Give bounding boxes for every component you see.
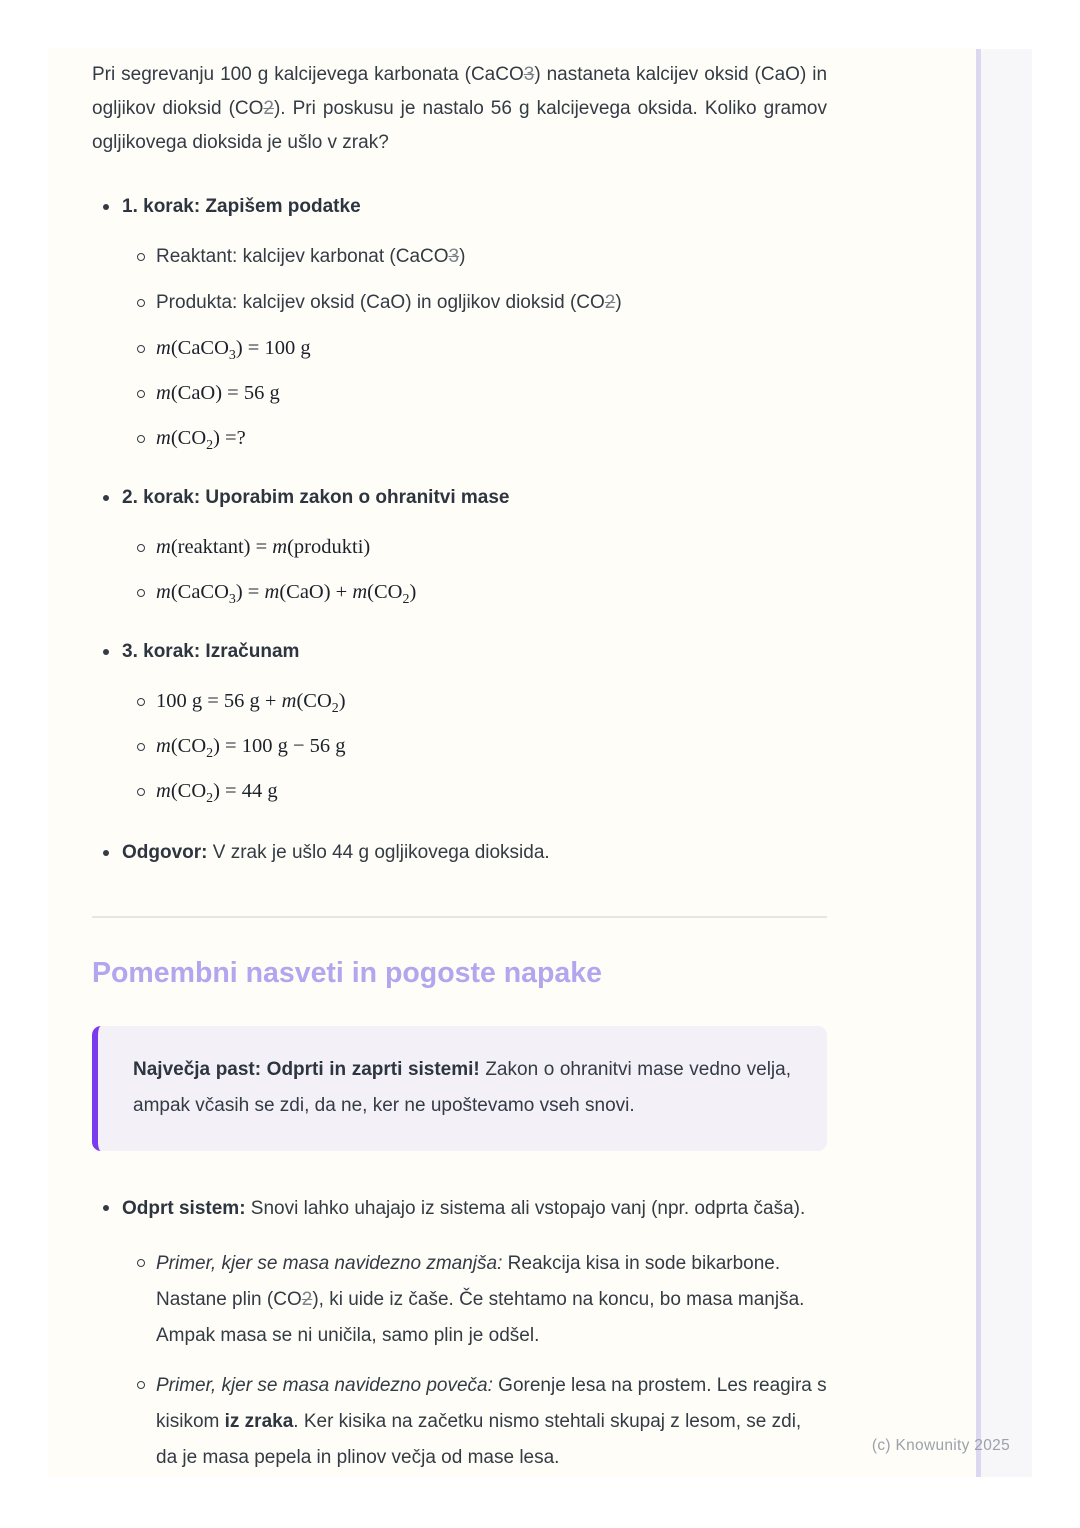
formula-mass-cao: m(CaO) = 56 g (156, 382, 280, 404)
formula-calculation-1: 100 g = 56 $g + m(CO_2)$ (156, 690, 346, 717)
circle-bullet-icon (137, 589, 145, 597)
list-item (126, 685, 827, 718)
reactant-line: Reaktant: kalcijev karbonat (CaCO3) (156, 246, 466, 267)
document-content (48, 48, 976, 1476)
step-2-sublist (126, 531, 827, 609)
formula-result: $m(CO_2) = 44$ g (156, 780, 278, 807)
open-system-text: Odprt sistem: Snovi lahko uhajajo iz sistema ali vstopajo vanj (npr. odprta čaša). (122, 1198, 806, 1219)
list-item (126, 286, 827, 320)
bullet-icon (103, 850, 109, 856)
list-item-open-system (92, 1191, 827, 1226)
circle-bullet-icon (137, 698, 145, 706)
section-divider (92, 916, 827, 918)
formula-conservation: m(reaktant) = m(produkti) (156, 536, 371, 558)
circle-bullet-icon (137, 544, 145, 552)
circle-bullet-icon (137, 743, 145, 751)
circle-bullet-icon (137, 345, 145, 353)
formula-mass-caco3: m(CaCO$_3$) = 100 g (156, 337, 311, 364)
list-item (126, 730, 827, 763)
list-item-answer (92, 836, 827, 870)
formula-mass-co2-unknown: $m(CO_2)$ =? (156, 427, 246, 454)
examples-sublist (126, 1246, 827, 1476)
list-item-step-3 (92, 635, 827, 669)
list-item (126, 775, 827, 808)
circle-bullet-icon (137, 1259, 145, 1267)
formula-mass-balance: m(CaCO$_3$) = $m(CaO) + m(CO_2)$ (156, 581, 417, 608)
list-item (126, 1368, 827, 1476)
step-2-title: 2. korak: Uporabim zakon o ohranitvi mase (122, 487, 510, 508)
list-item (126, 576, 827, 609)
list-item (126, 240, 827, 274)
copyright-watermark: (c) Knowunity 2025 (871, 1437, 1010, 1454)
next-page-edge (981, 49, 1032, 1477)
answer-text: Odgovor: V zrak je ušlo 44 g ogljikovega dioksida. (122, 842, 550, 863)
products-line: Produkta: kalcijev oksid (CaO) in ogljikov dioksid (CO2) (156, 292, 622, 313)
list-item-step-2 (92, 481, 827, 515)
bullet-icon (103, 1205, 109, 1211)
list-item (126, 332, 827, 365)
callout-text: Največja past: Odprti in zaprti sistemi! Zakon o ohranitvi mase vedno velja, ampak včasih se zdi, da ne, ker ne upoštevamo vseh snovi. (133, 1059, 791, 1116)
step-3-sublist (126, 685, 827, 808)
intro-paragraph: Pri segrevanju 100 g kalcijevega karbonata (CaCO3) nastaneta kalcijev oksid (CaO) in ogljikov dioksid (CO2). Pri poskusu je nastalo 56 g kalcijevega oksida. Koliko gramov ogljikovega dioksida je ušlo v zrak? (92, 64, 828, 153)
formula-calculation-2: $m(CO_2) = 100$ g − 56 g (156, 735, 346, 762)
list-item-step-1 (92, 190, 827, 224)
list-item (126, 422, 827, 455)
section-heading: Pomembni nasveti in pogoste napake (92, 957, 602, 989)
circle-bullet-icon (137, 390, 145, 398)
list-item (126, 1246, 827, 1354)
circle-bullet-icon (137, 253, 145, 261)
step-1-sublist (126, 240, 827, 455)
list-item (126, 377, 827, 410)
list-item (126, 531, 827, 564)
step-3-title: 3. korak: Izračunam (122, 641, 300, 662)
circle-bullet-icon (137, 435, 145, 443)
callout-warning (92, 1026, 827, 1151)
circle-bullet-icon (137, 1381, 145, 1389)
circle-bullet-icon (137, 788, 145, 796)
example-mass-decrease: Primer, kjer se masa navidezno zmanjša: Reakcija kisa in sode bikarbone. Nastane plin (CO2), ki uide iz čaše. Če stehtamo na koncu, bo masa manjša. Ampak masa se ni uničila, samo plin je odšel. (156, 1253, 805, 1346)
bullet-icon (103, 495, 109, 501)
bullet-icon (103, 649, 109, 655)
example-mass-increase: Primer, kjer se masa navidezno poveča: Gorenje lesa na prostem. Les reagira s kisikom iz zraka. Ker kisika na začetku nismo stehtali skupaj z lesom, se zdi, da je masa pepela in plinov večja od mase lesa. (156, 1375, 827, 1468)
step-1-title: 1. korak: Zapišem podatke (122, 196, 361, 217)
bullet-icon (103, 204, 109, 210)
circle-bullet-icon (137, 299, 145, 307)
document-page (48, 48, 976, 1477)
